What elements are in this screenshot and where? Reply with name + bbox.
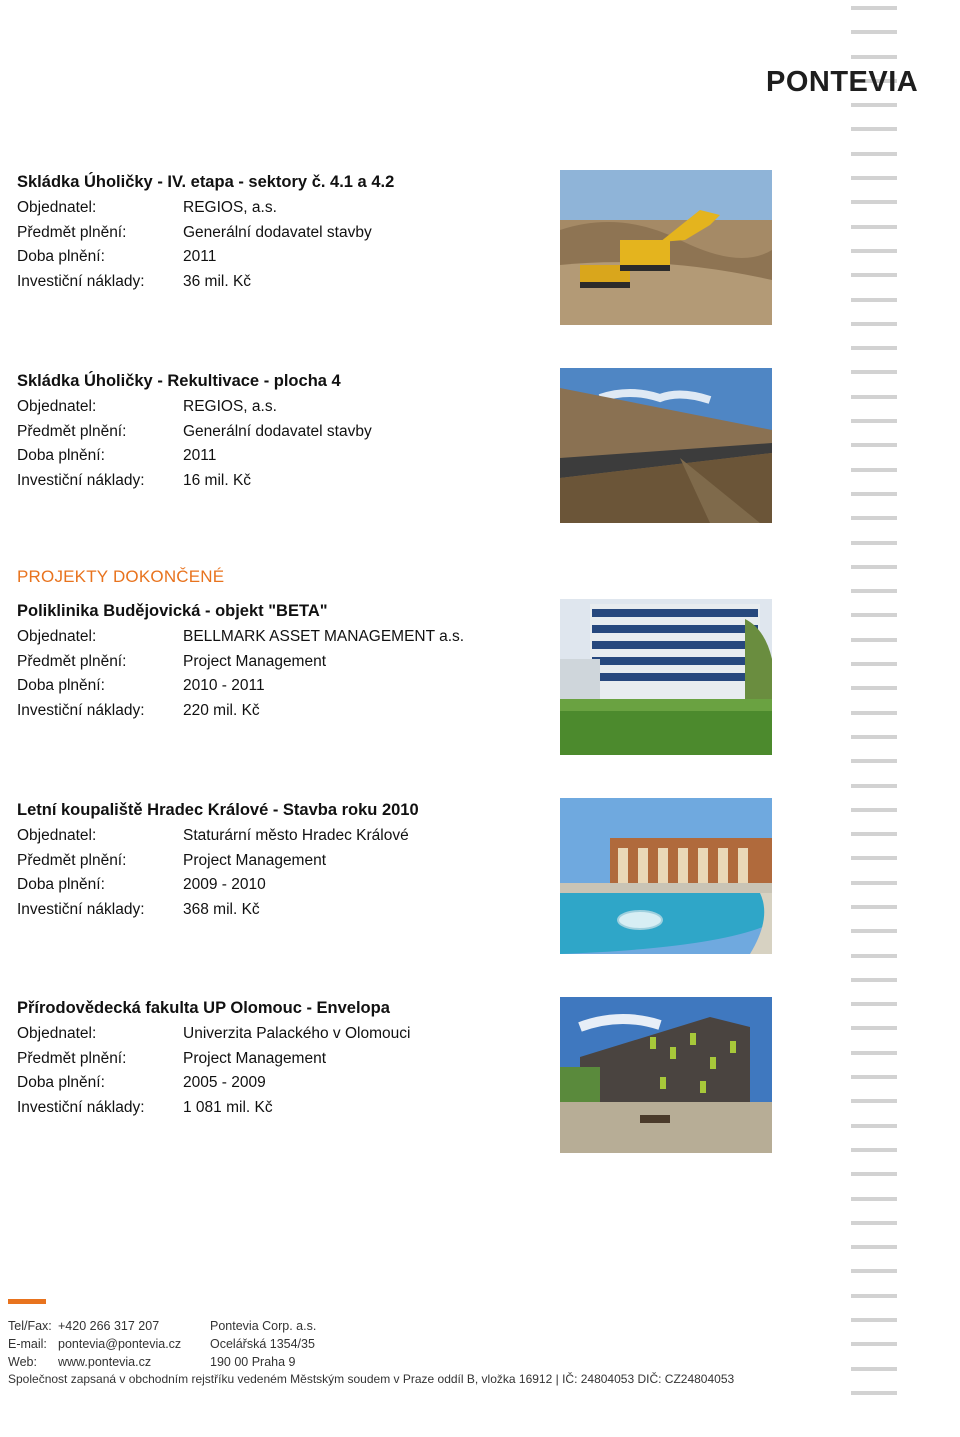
detail-label: Objednatel:	[17, 398, 97, 415]
project-title: Přírodovědecká fakulta UP Olomouc - Envelopa	[17, 999, 390, 1017]
project-photo-landfill	[560, 368, 772, 523]
project-title: Poliklinika Budějovická - objekt "BETA"	[17, 602, 328, 620]
detail-label: Investiční náklady:	[17, 701, 145, 719]
detail-value: 16 mil. Kč	[183, 471, 252, 489]
detail-label: Předmět plnění:	[17, 1049, 127, 1067]
detail-row	[17, 196, 537, 221]
company-logo: PONTEVIA	[766, 66, 919, 98]
detail-label: Investiční náklady:	[17, 272, 145, 290]
detail-label: Objednatel:	[17, 827, 97, 844]
decorative-stripe	[851, 1148, 897, 1152]
detail-row	[17, 849, 537, 874]
decorative-stripe	[851, 30, 897, 34]
decorative-stripe	[851, 1172, 897, 1176]
decorative-stripe	[851, 638, 897, 642]
detail-value: REGIOS, a.s.	[183, 199, 277, 216]
decorative-stripe	[851, 468, 897, 472]
detail-label: Předmět plnění:	[17, 223, 127, 241]
decorative-stripe	[851, 1197, 897, 1201]
decorative-stripe	[851, 686, 897, 690]
detail-label: Objednatel:	[17, 1025, 97, 1042]
decorative-stripe	[851, 881, 897, 885]
footer-address-line: 190 00 Praha 9	[210, 1355, 296, 1369]
decorative-stripe	[851, 929, 897, 933]
detail-value: 2011	[183, 248, 217, 265]
decorative-stripe	[851, 1269, 897, 1273]
detail-value: 1 081 mil. Kč	[183, 1098, 273, 1116]
decorative-stripe	[851, 152, 897, 156]
footer-contact-row	[8, 1317, 181, 1335]
detail-label: Investiční náklady:	[17, 1098, 145, 1116]
footer-address-line: Pontevia Corp. a.s.	[210, 1319, 317, 1333]
detail-label: Objednatel:	[17, 628, 97, 645]
footer-contact-label: Tel/Fax:	[8, 1319, 52, 1333]
decorative-stripe	[851, 1124, 897, 1128]
detail-row	[17, 469, 537, 494]
detail-value: Project Management	[183, 1049, 327, 1067]
decorative-stripe	[851, 249, 897, 253]
decorative-stripe	[851, 176, 897, 180]
decorative-stripe	[851, 395, 897, 399]
decorative-stripe	[851, 103, 897, 107]
detail-value: Generální dodavatel stavby	[183, 422, 372, 440]
footer-contact-row	[8, 1353, 181, 1371]
detail-label: Doba plnění:	[17, 248, 105, 265]
decorative-stripe	[851, 1002, 897, 1006]
decorative-stripe	[851, 492, 897, 496]
detail-row	[17, 824, 537, 849]
footer-web-link[interactable]: www.pontevia.cz	[58, 1355, 152, 1369]
decorative-stripe	[851, 6, 897, 10]
detail-row	[17, 699, 537, 724]
footer-registration-note: Společnost zapsaná v obchodním rejstříku vedeném Městským soudem v Praze oddíl B, vložka 16912 | IČ: 24804053 DIČ: CZ24804053	[8, 1372, 735, 1386]
detail-value: 2010 - 2011	[183, 677, 265, 694]
footer-contact	[8, 1317, 181, 1371]
decorative-stripe	[851, 55, 897, 59]
section-heading: PROJEKTY DOKONČENÉ	[17, 567, 225, 586]
project-title: Skládka Úholičky - IV. etapa - sektory č. 4.1 a 4.2	[17, 173, 395, 191]
decorative-stripe	[851, 225, 897, 229]
detail-label: Doba plnění:	[17, 1074, 105, 1091]
detail-label: Předmět plnění:	[17, 652, 127, 670]
decorative-stripe	[851, 1221, 897, 1225]
decorative-stripe	[851, 346, 897, 350]
detail-label: Investiční náklady:	[17, 900, 145, 918]
decorative-stripe	[851, 1245, 897, 1249]
decorative-stripe	[851, 1075, 897, 1079]
detail-value: 220 mil. Kč	[183, 701, 260, 719]
footer-contact-label: Web:	[8, 1355, 37, 1369]
detail-row	[17, 395, 537, 420]
decorative-stripe	[851, 1342, 897, 1346]
detail-row	[17, 625, 537, 650]
decorative-stripe	[851, 808, 897, 812]
project-title: Skládka Úholičky - Rekultivace - plocha 4	[17, 372, 341, 390]
decorative-stripe	[851, 1391, 897, 1395]
decorative-stripe	[851, 662, 897, 666]
detail-row	[17, 674, 537, 699]
detail-row	[17, 650, 537, 675]
decorative-stripe	[851, 565, 897, 569]
decorative-stripe	[851, 1294, 897, 1298]
decorative-stripe	[851, 1026, 897, 1030]
decorative-stripe	[851, 589, 897, 593]
detail-row	[17, 420, 537, 445]
decorative-stripe	[851, 613, 897, 617]
detail-value: Generální dodavatel stavby	[183, 223, 372, 241]
project-block	[17, 172, 537, 294]
project-block	[17, 371, 537, 493]
detail-value: Staturární město Hradec Králové	[183, 827, 409, 844]
detail-label: Objednatel:	[17, 199, 97, 216]
detail-value: Project Management	[183, 851, 327, 869]
decorative-stripe	[851, 370, 897, 374]
footer-address	[210, 1317, 316, 1371]
detail-value: Project Management	[183, 652, 327, 670]
project-block	[17, 601, 537, 723]
project-photo-polyclinic	[560, 599, 772, 755]
decorative-stripe	[851, 200, 897, 204]
decorative-stripe	[851, 516, 897, 520]
footer-address-line: Ocelářská 1354/35	[210, 1337, 315, 1351]
detail-row	[17, 1096, 537, 1121]
detail-row	[17, 873, 537, 898]
decorative-stripe	[851, 711, 897, 715]
footer-contact-row	[8, 1335, 181, 1353]
decorative-stripe	[851, 1318, 897, 1322]
project-title: Letní koupaliště Hradec Králové - Stavba roku 2010	[17, 801, 419, 819]
project-block	[17, 998, 537, 1120]
decorative-stripe	[851, 541, 897, 545]
detail-value: 368 mil. Kč	[183, 900, 260, 918]
decorative-stripe	[851, 735, 897, 739]
project-photo-swimming-pool	[560, 798, 772, 954]
detail-row	[17, 1071, 537, 1096]
detail-row	[17, 1022, 537, 1047]
detail-value: 2009 - 2010	[183, 876, 266, 893]
detail-value: 2011	[183, 447, 217, 464]
detail-label: Doba plnění:	[17, 447, 105, 464]
project-photo-excavator	[560, 170, 772, 325]
decorative-stripe	[851, 856, 897, 860]
project-photo-faculty-building	[560, 997, 772, 1153]
detail-row	[17, 898, 537, 923]
decorative-stripe	[851, 1051, 897, 1055]
detail-label: Předmět plnění:	[17, 851, 127, 869]
detail-row	[17, 1047, 537, 1072]
footer-contact-value: +420 266 317 207	[58, 1319, 160, 1333]
detail-value: REGIOS, a.s.	[183, 398, 277, 415]
detail-value: BELLMARK ASSET MANAGEMENT a.s.	[183, 628, 465, 645]
detail-label: Investiční náklady:	[17, 471, 145, 489]
project-block	[17, 800, 537, 922]
footer-contact-label: E-mail:	[8, 1337, 47, 1351]
detail-label: Doba plnění:	[17, 876, 105, 893]
footer-accent-bar	[8, 1299, 46, 1304]
decorative-stripe	[851, 443, 897, 447]
decorative-stripe	[851, 1367, 897, 1371]
decorative-stripe	[851, 273, 897, 277]
detail-row	[17, 221, 537, 246]
decorative-stripe	[851, 1099, 897, 1103]
decorative-stripe	[851, 954, 897, 958]
decorative-stripe	[851, 322, 897, 326]
detail-value: 36 mil. Kč	[183, 272, 252, 290]
decorative-stripe	[851, 832, 897, 836]
detail-row	[17, 245, 537, 270]
decorative-stripe	[851, 905, 897, 909]
decorative-stripe	[851, 784, 897, 788]
decorative-stripe	[851, 419, 897, 423]
decorative-stripe	[851, 759, 897, 763]
decorative-stripe	[851, 978, 897, 982]
detail-value: Univerzita Palackého v Olomouci	[183, 1025, 411, 1042]
decorative-stripe-column	[851, 6, 897, 1431]
detail-value: 2005 - 2009	[183, 1074, 266, 1091]
footer-email-link[interactable]: pontevia@pontevia.cz	[58, 1337, 182, 1351]
decorative-stripe	[851, 127, 897, 131]
detail-row	[17, 270, 537, 295]
detail-label: Doba plnění:	[17, 677, 105, 694]
decorative-stripe	[851, 298, 897, 302]
detail-row	[17, 444, 537, 469]
detail-label: Předmět plnění:	[17, 422, 127, 440]
